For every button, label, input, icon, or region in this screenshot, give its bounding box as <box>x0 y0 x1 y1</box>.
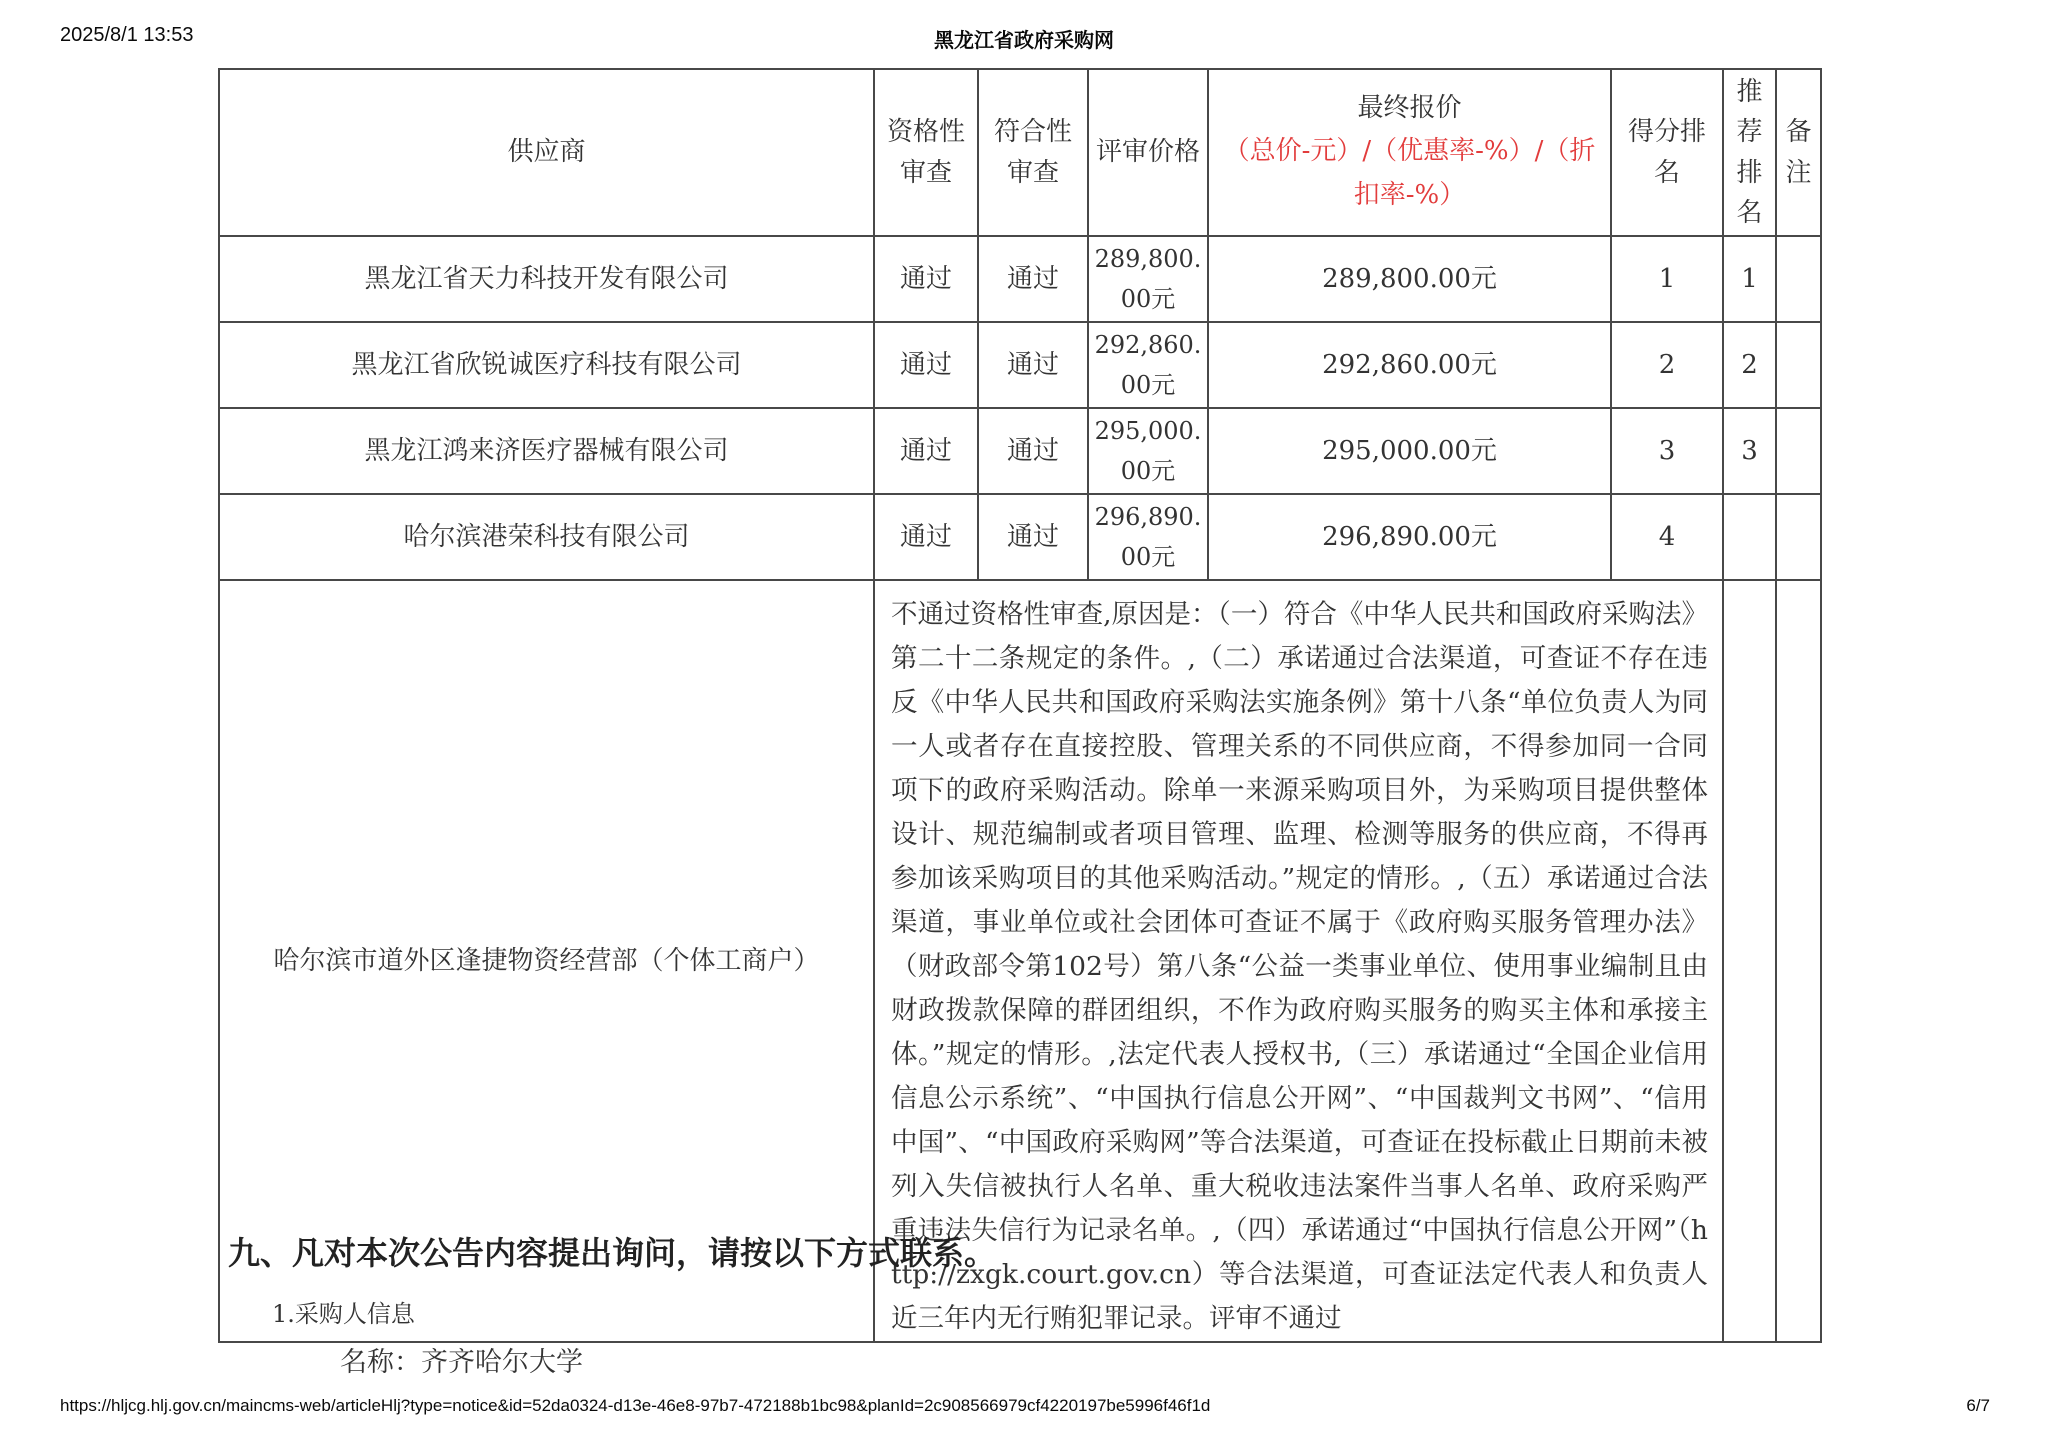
score-rank: 3 <box>1611 408 1723 494</box>
print-timestamp: 2025/8/1 13:53 <box>60 24 194 46</box>
score-rank: 2 <box>1611 322 1723 408</box>
recommend-rank <box>1723 494 1776 580</box>
header-supplier: 供应商 <box>219 69 874 236</box>
qualification-result: 通过 <box>874 494 978 580</box>
supplier-name: 哈尔滨港荣科技有限公司 <box>219 494 874 580</box>
review-price: 295,000.00元 <box>1088 408 1208 494</box>
score-rank: 1 <box>1611 236 1723 322</box>
supplier-name: 哈尔滨市道外区逢捷物资经营部（个体工商户） <box>219 580 874 1342</box>
table-header-row <box>219 69 1821 236</box>
disqualification-reason: 不通过资格性审查,原因是：（一）符合《中华人民共和国政府采购法》第二十二条规定的条件。,（二）承诺通过合法渠道，可查证不存在违反《中华人民共和国政府采购法实施条例》第十八条“单位负责人为同一人或者存在直接控股、管理关系的不同供应商，不得参加同一合同项下的政府采购活动。除单一来源采购项目外，为采购项目提供整体设计、规范编制或者项目管理、监理、检测等服务的供应商，不得再参加该采购项目的其他采购活动。”规定的情形。,（五）承诺通过合法渠道，事业单位或社会团体可查证不属于《政府购买服务管理办法》（财政部令第102号）第八条“公益一类事业单位、使用事业编制且由财政拨款保障的群团组织，不作为政府购买服务的购买主体和承接主体。”规定的情形。,法定代表人授权书,（三）承诺通过“全国企业信用信息公示系统”、“中国执行信息公开网”、“中国裁判文书网”、“信用中国”、“中国政府采购网”等合法渠道，可查证在投标截止日期前未被列入失信被执行人名单、重大税收违法案件当事人名单、政府采购严重违法失信行为记录名单。,（四）承诺通过“中国执行信息公开网”（http://zxgk.court.gov.cn）等合法渠道，可查证法定代表人和负责人近三年内无行贿犯罪记录。评审不通过 <box>874 580 1723 1342</box>
header-qualification-review: 资格性审查 <box>874 69 978 236</box>
remark <box>1776 580 1821 1342</box>
remark <box>1776 236 1821 322</box>
page-title: 黑龙江省政府采购网 <box>934 30 1114 52</box>
compliance-result: 通过 <box>978 408 1088 494</box>
final-quote: 296,890.00元 <box>1208 494 1611 580</box>
table-row <box>219 408 1821 494</box>
footer-url: https://hljcg.hlj.gov.cn/maincms-web/articleHlj?type=notice&id=52da0324-d13e-46e8-97b7-472188b1bc98&planId=2c908566979cf4220197be5996f46f1d <box>60 1396 1211 1415</box>
score-rank: 4 <box>1611 494 1723 580</box>
final-quote: 292,860.00元 <box>1208 322 1611 408</box>
table-row <box>219 236 1821 322</box>
header-score-rank: 得分排名 <box>1611 69 1723 236</box>
evaluation-result-table <box>218 68 1822 1343</box>
table-row <box>219 322 1821 408</box>
recommend-rank: 1 <box>1723 236 1776 322</box>
footer-page-indicator: 6/7 <box>1966 1396 1990 1415</box>
recommend-rank: 2 <box>1723 322 1776 408</box>
remark <box>1776 494 1821 580</box>
review-price: 296,890.00元 <box>1088 494 1208 580</box>
header-remark: 备注 <box>1776 69 1821 236</box>
evaluation-result-table-wrapper <box>218 68 1822 1343</box>
purchaser-name: 名称：齐齐哈尔大学 <box>340 1347 583 1378</box>
table-row <box>219 494 1821 580</box>
qualification-result: 通过 <box>874 236 978 322</box>
header-final-quote-title: 最终报价 <box>1357 93 1462 124</box>
recommend-rank <box>1723 580 1776 1342</box>
review-price: 292,860.00元 <box>1088 322 1208 408</box>
header-review-price: 评审价格 <box>1088 69 1208 236</box>
compliance-result: 通过 <box>978 494 1088 580</box>
remark <box>1776 408 1821 494</box>
review-price: 289,800.00元 <box>1088 236 1208 322</box>
supplier-name: 黑龙江省欣锐诚医疗科技有限公司 <box>219 322 874 408</box>
supplier-name: 黑龙江省天力科技开发有限公司 <box>219 236 874 322</box>
compliance-result: 通过 <box>978 322 1088 408</box>
final-quote: 295,000.00元 <box>1208 408 1611 494</box>
final-quote: 289,800.00元 <box>1208 236 1611 322</box>
header-compliance-review: 符合性审查 <box>978 69 1088 236</box>
purchaser-info-label: 1.采购人信息 <box>272 1300 415 1328</box>
header-final-quote-note: （总价-元）/（优惠率-%）/（折扣率-%） <box>1223 135 1596 210</box>
qualification-result: 通过 <box>874 408 978 494</box>
qualification-result: 通过 <box>874 322 978 408</box>
section-heading: 九、凡对本次公告内容提出询问，请按以下方式联系。 <box>228 1234 997 1272</box>
header-final-quote <box>1208 69 1611 236</box>
supplier-name: 黑龙江鸿来济医疗器械有限公司 <box>219 408 874 494</box>
remark <box>1776 322 1821 408</box>
compliance-result: 通过 <box>978 236 1088 322</box>
recommend-rank: 3 <box>1723 408 1776 494</box>
header-recommend-rank: 推荐排名 <box>1723 69 1776 236</box>
